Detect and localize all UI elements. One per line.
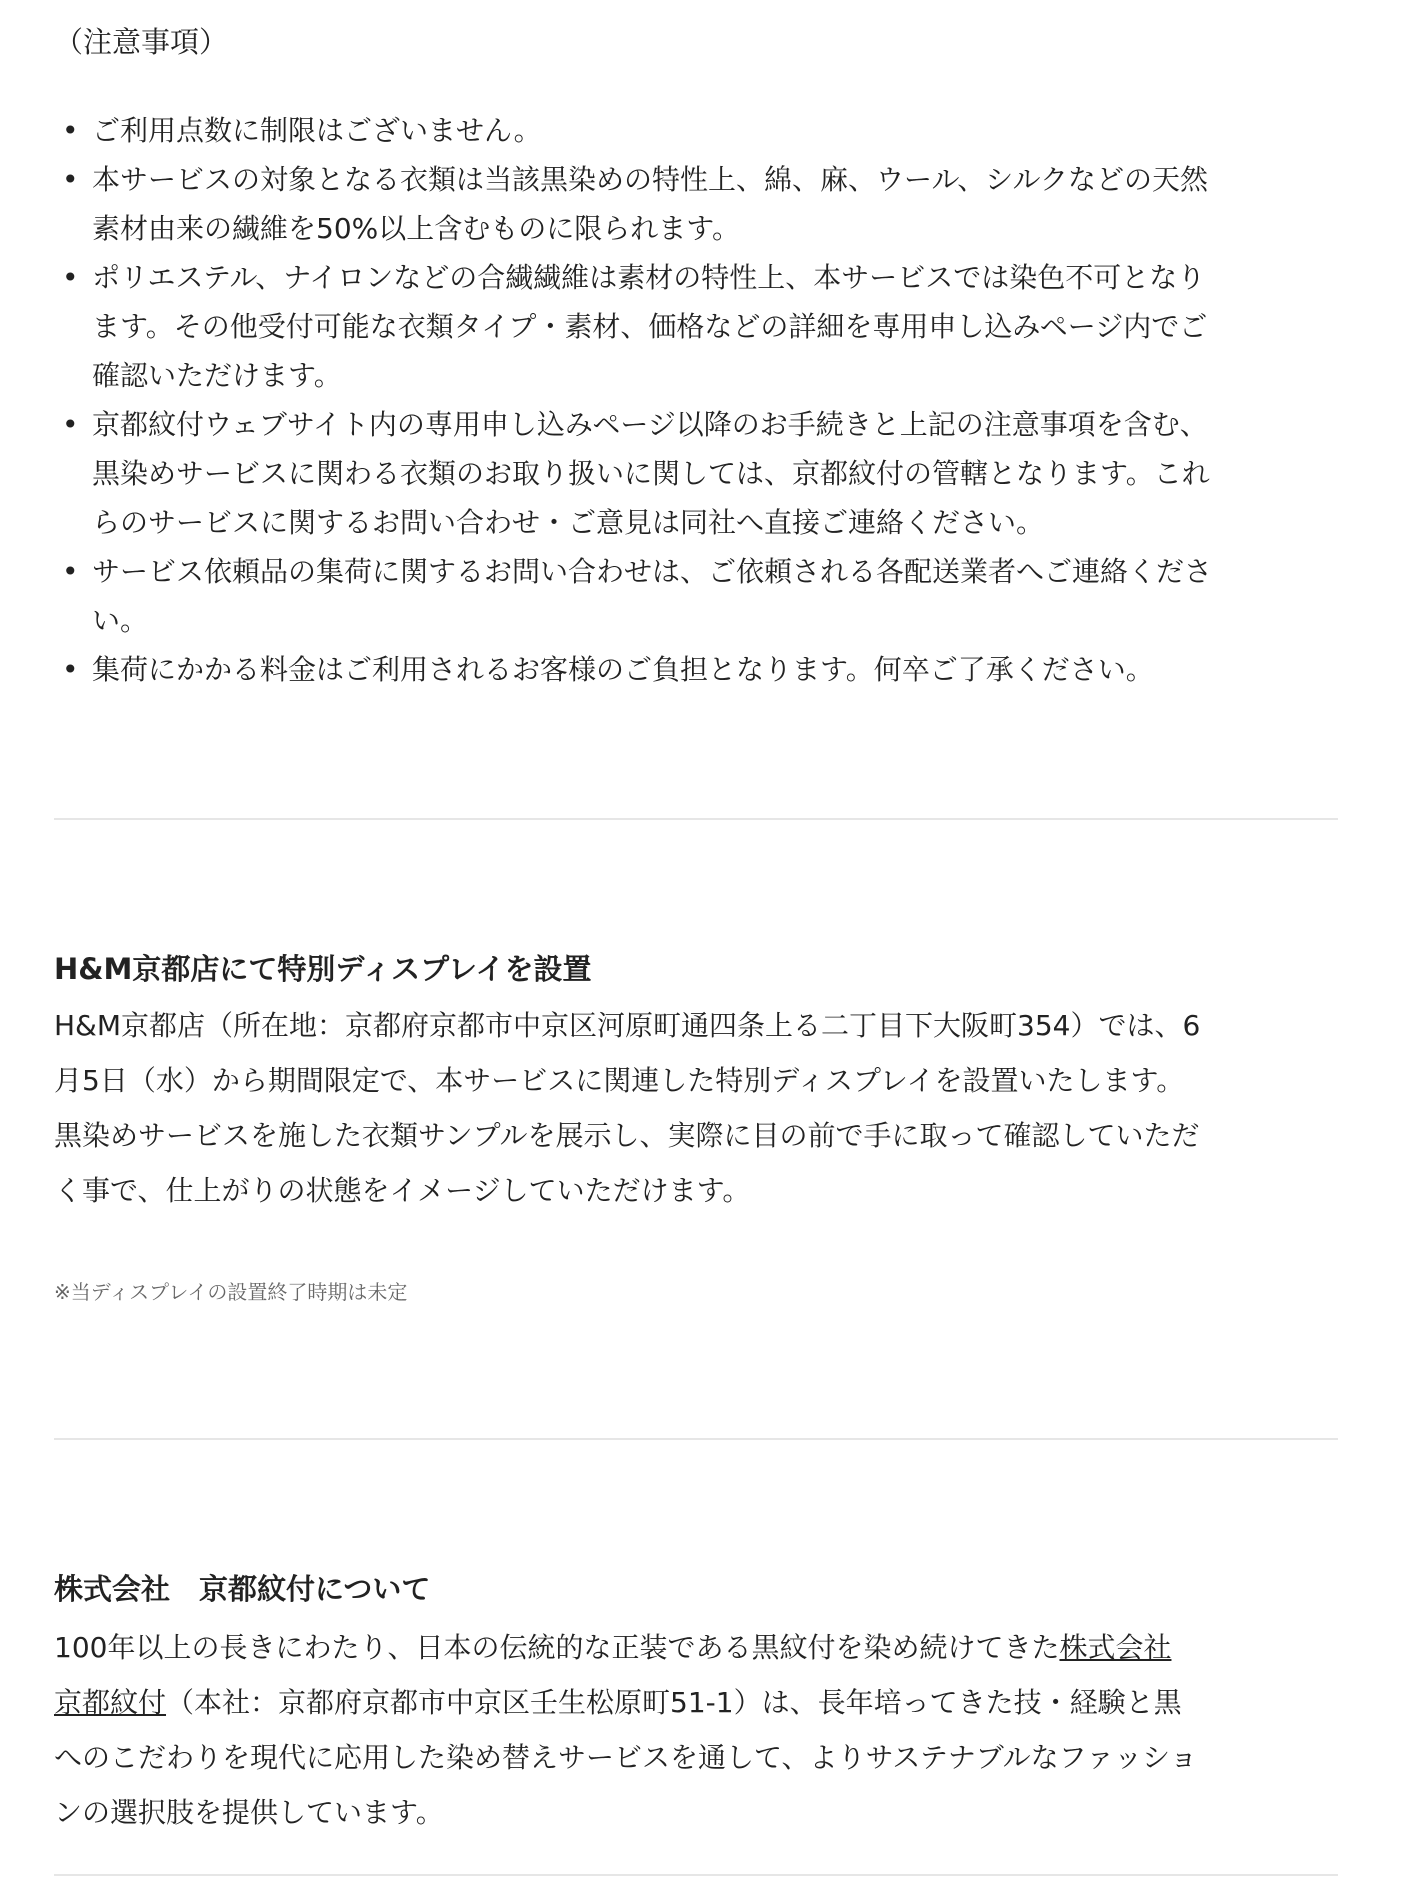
section-divider <box>54 818 1338 820</box>
bullet-icon: • <box>62 653 79 686</box>
list-item-text: ポリエステル、ナイロンなどの合繊繊維は素材の特性上、本サービスでは染色不可となり ます。その他受付可能な衣類タイプ・素材、価格などの詳細を専用申し込みページ内でご 確認いただけます。 <box>92 261 1208 392</box>
display-section-body: H&M京都店（所在地：京都府京都市中京区河原町通四条上る二丁目下大阪町354）では、6 月5日（水）から期間限定で、本サービスに関連した特別ディスプレイを設置いたします。 黒染めサービスを施した衣類サンプルを展示し、実際に目の前で手に取って確認していただ く事で、仕上がりの状態をイメージしていただけます。 <box>54 1009 1201 1207</box>
company-section-title: 株式会社 京都紋付について <box>54 1572 431 1606</box>
company-body-text: （本社：京都府京都市中京区壬生松原町51-1）は、長年培ってきた技・経験と黒 <box>166 1686 1182 1719</box>
company-body-text: 100年以上の長きにわたり、日本の伝統的な正装である黒紋付を染め続けてきた <box>54 1631 1060 1664</box>
list-item-text: サービス依頼品の集荷に関するお問い合わせは、ご依頼される各配送業者へご連絡くださ い。 <box>92 555 1213 637</box>
list-item <box>54 106 1338 155</box>
section-divider <box>54 1438 1338 1440</box>
list-item <box>54 155 1338 253</box>
list-item <box>54 253 1338 400</box>
notes-list <box>54 106 1338 694</box>
company-body-text: へのこだわりを現代に応用した染め替えサービスを通して、よりサステナブルなファッショ ンの選択肢を提供しています。 <box>54 1741 1198 1829</box>
list-item-text: 京都紋付ウェブサイト内の専用申し込みページ以降のお手続きと上記の注意事項を含む、 黒染めサービスに関わる衣類のお取り扱いに関しては、京都紋付の管轄となります。これ らのサービスに関するお問い合わせ・ご意見は同社へ直接ご連絡ください。 <box>92 408 1210 539</box>
display-footnote: ※当ディスプレイの設置終了時期は未定 <box>54 1280 408 1304</box>
list-item <box>54 400 1338 547</box>
list-item-text: 集荷にかかる料金はご利用されるお客様のご負担となります。何卒ご了承ください。 <box>92 653 1154 686</box>
bullet-icon: • <box>62 163 79 196</box>
list-item <box>54 645 1338 694</box>
company-section-body <box>54 1620 1338 1840</box>
company-link[interactable]: 京都紋付 <box>54 1686 167 1719</box>
section-divider <box>54 1874 1338 1876</box>
bullet-icon: • <box>62 114 79 147</box>
bullet-icon: • <box>62 261 79 294</box>
company-link[interactable]: 株式会社 <box>1059 1631 1172 1664</box>
list-item-text: 本サービスの対象となる衣類は当該黒染めの特性上、綿、麻、ウール、シルクなどの天然 素材由来の繊維を50%以上含むものに限られます。 <box>92 163 1208 245</box>
bullet-icon: • <box>62 408 79 441</box>
bullet-icon: • <box>62 555 79 588</box>
list-item <box>54 547 1338 645</box>
display-section-title: H&M京都店にて特別ディスプレイを設置 <box>54 952 592 986</box>
notes-heading: （注意事項） <box>54 25 229 59</box>
list-item-text: ご利用点数に制限はございません。 <box>92 114 542 147</box>
